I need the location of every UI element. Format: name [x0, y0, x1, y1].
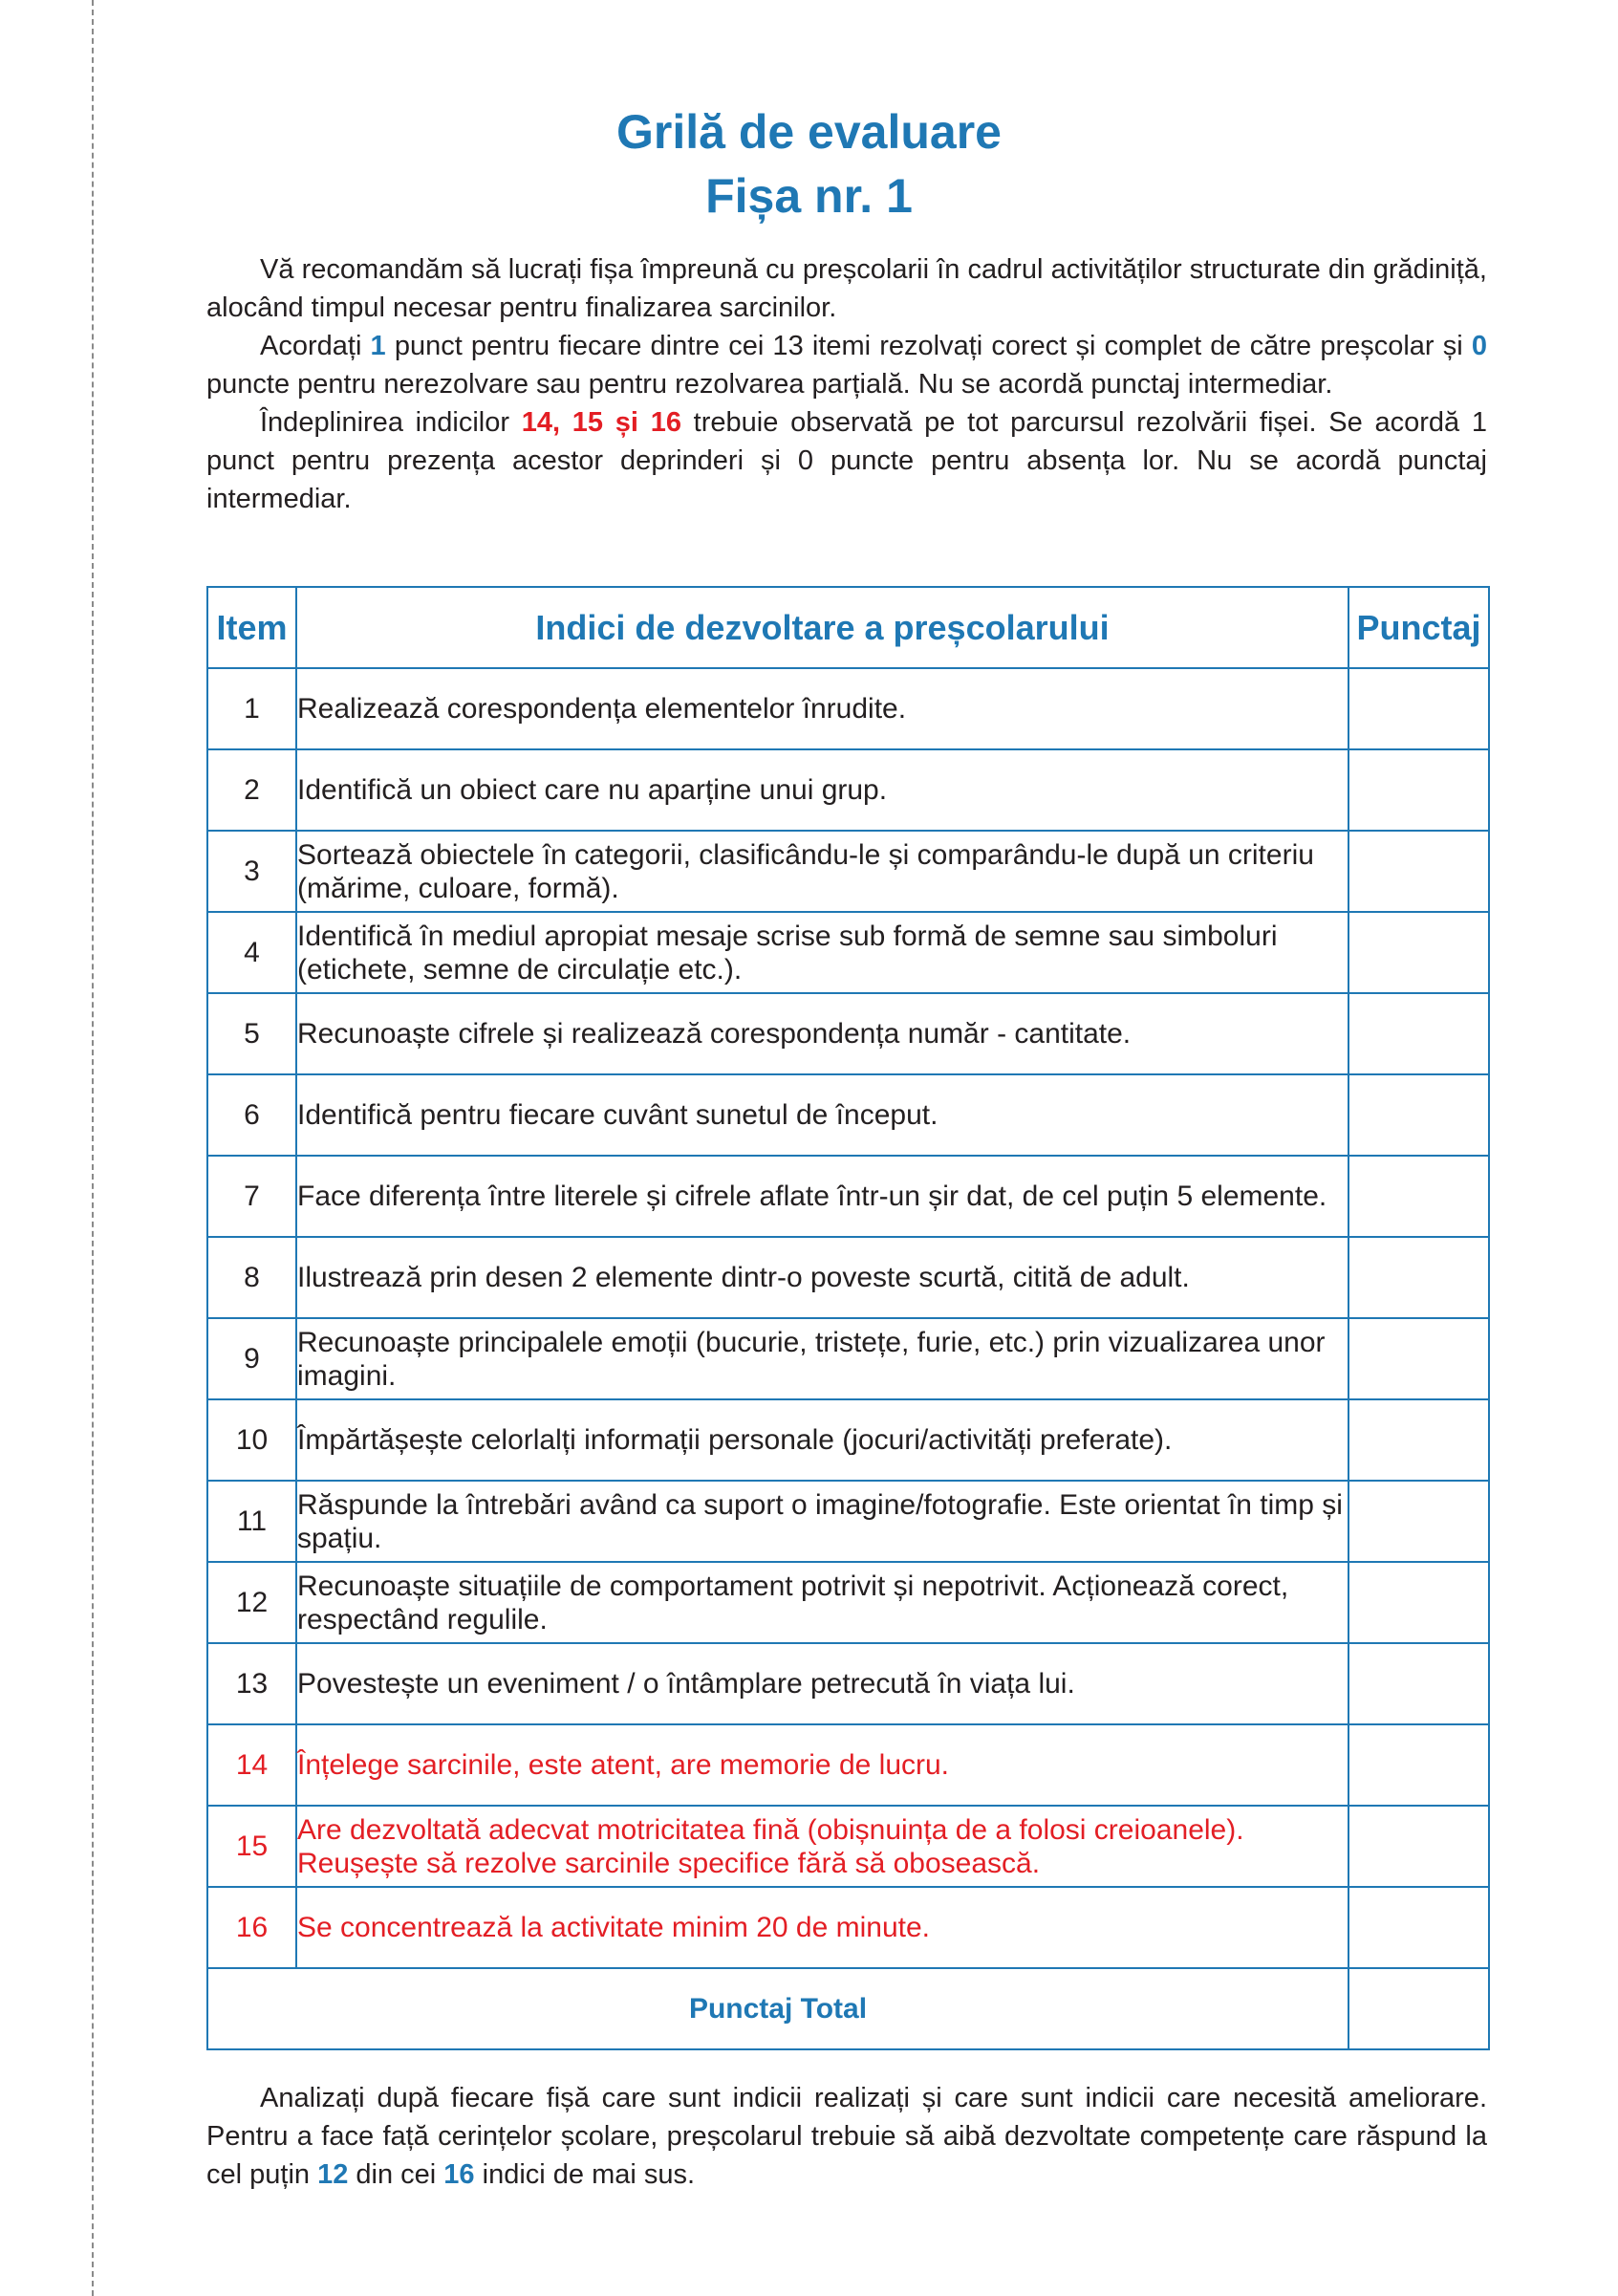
- indicator-text: Sortează obiectele în categorii, clasificându-le și comparându-le după un criteriu (mărime, culoare, formă).: [296, 831, 1348, 912]
- total-score-cell[interactable]: [1348, 1968, 1489, 2049]
- indicator-text: Identifică pentru fiecare cuvânt sunetul de început.: [296, 1074, 1348, 1156]
- item-number: 11: [207, 1481, 296, 1562]
- item-number: 4: [207, 912, 296, 993]
- indicator-text: Recunoaște situațiile de comportament potrivit și nepotrivit. Acționează corect, respectând regulile.: [296, 1562, 1348, 1643]
- observed-items: 14, 15 și 16: [521, 407, 681, 438]
- item-number: 3: [207, 831, 296, 912]
- indicator-text: Identifică un obiect care nu aparține unui grup.: [296, 749, 1348, 831]
- intro-paragraph-2: [206, 327, 1487, 403]
- outro-paragraph: [206, 2079, 1487, 2194]
- score-cell[interactable]: [1348, 1156, 1489, 1237]
- total-row: [207, 1968, 1489, 2049]
- item-number: 10: [207, 1399, 296, 1481]
- indicator-text: Recunoaște principalele emoții (bucurie, tristețe, furie, etc.) prin vizualizarea unor imagini.: [296, 1318, 1348, 1399]
- item-number: 8: [207, 1237, 296, 1318]
- score-cell[interactable]: [1348, 1074, 1489, 1156]
- table-header-row: [207, 587, 1489, 668]
- score-cell[interactable]: [1348, 1806, 1489, 1887]
- item-number: 13: [207, 1643, 296, 1724]
- score-cell[interactable]: [1348, 993, 1489, 1074]
- table-row: [207, 1481, 1489, 1562]
- item-number: 6: [207, 1074, 296, 1156]
- page-subtitle: Fișa nr. 1: [705, 169, 913, 223]
- points-one: 1: [370, 331, 386, 361]
- indicator-text: Identifică în mediul apropiat mesaje scrise sub formă de semne sau simboluri (etichete, semne de circulație etc.).: [296, 912, 1348, 993]
- outro-text-fragment: din cei: [348, 2159, 444, 2190]
- score-cell[interactable]: [1348, 1481, 1489, 1562]
- item-number: 12: [207, 1562, 296, 1643]
- page-title: Grilă de evaluare: [615, 105, 1002, 159]
- table-row: [207, 1318, 1489, 1399]
- cut-line: [92, 0, 94, 2296]
- item-number: 2: [207, 749, 296, 831]
- table-row: [207, 831, 1489, 912]
- score-cell[interactable]: [1348, 1399, 1489, 1481]
- intro-text-fragment: Îndeplinirea indicilor: [260, 407, 522, 438]
- score-cell[interactable]: [1348, 749, 1489, 831]
- header-score: Punctaj: [1348, 587, 1489, 668]
- item-number: 5: [207, 993, 296, 1074]
- item-number: 14: [207, 1724, 296, 1806]
- total-label: Punctaj Total: [207, 1968, 1348, 2049]
- table-row: [207, 1724, 1489, 1806]
- intro-text-fragment: punct pentru fiecare dintre cei 13 itemi rezolvați corect și complet de către preșcolar și: [385, 331, 1472, 361]
- min-indicators-count: 12: [317, 2159, 349, 2190]
- intro-text-fragment: Acordați: [260, 331, 371, 361]
- item-number: 16: [207, 1887, 296, 1968]
- intro-text-fragment: puncte pentru nerezolvare sau pentru rezolvarea parțială. Nu se acordă punctaj intermediar.: [206, 369, 1333, 400]
- indicator-text: Ilustrează prin desen 2 elemente dintr-o poveste scurtă, citită de adult.: [296, 1237, 1348, 1318]
- indicator-text: Face diferența între literele și cifrele aflate într-un șir dat, de cel puțin 5 elemente.: [296, 1156, 1348, 1237]
- outro-text: [206, 2079, 1487, 2194]
- table-row: [207, 668, 1489, 749]
- table-row: [207, 1643, 1489, 1724]
- intro-paragraph-1: Vă recomandăm să lucrați fișa împreună cu preșcolarii în cadrul activităților structurate din grădiniță, alocând timpul necesar pentru finalizarea sarcinilor.: [206, 254, 1487, 323]
- score-cell[interactable]: [1348, 1562, 1489, 1643]
- table-row: [207, 1237, 1489, 1318]
- indicator-text: Înțelege sarcinile, este atent, are memorie de lucru.: [296, 1724, 1348, 1806]
- table-row: [207, 1399, 1489, 1481]
- indicator-text: Realizează corespondența elementelor înrudite.: [296, 668, 1348, 749]
- indicator-text: Povestește un eveniment / o întâmplare petrecută în viața lui.: [296, 1643, 1348, 1724]
- score-cell[interactable]: [1348, 1724, 1489, 1806]
- score-cell[interactable]: [1348, 1318, 1489, 1399]
- table-row: [207, 1562, 1489, 1643]
- header-indicator: Indici de dezvoltare a preșcolarului: [296, 587, 1348, 668]
- table-row: [207, 1074, 1489, 1156]
- outro-text-fragment: indici de mai sus.: [474, 2159, 696, 2190]
- table-row: [207, 993, 1489, 1074]
- indicator-text: Se concentrează la activitate minim 20 de minute.: [296, 1887, 1348, 1968]
- header-item: Item: [207, 587, 296, 668]
- outro-text-fragment: Analizați după fiecare fișă care sunt indicii realizați și care sunt indicii care necesită ameliorare. Pentru a face față cerințelor școlare, preșcolarul trebuie să aibă dezvoltate competențe care răspund la cel puțin: [206, 2083, 1487, 2190]
- item-number: 15: [207, 1806, 296, 1887]
- table-row: [207, 1806, 1489, 1887]
- score-cell[interactable]: [1348, 1237, 1489, 1318]
- score-cell[interactable]: [1348, 831, 1489, 912]
- item-number: 1: [207, 668, 296, 749]
- intro-text: [206, 250, 1487, 518]
- table-row: [207, 749, 1489, 831]
- item-number: 7: [207, 1156, 296, 1237]
- points-zero: 0: [1471, 331, 1487, 361]
- indicator-text: Răspunde la întrebări având ca suport o imagine/fotografie. Este orientat în timp și spațiu.: [296, 1481, 1348, 1562]
- score-cell[interactable]: [1348, 912, 1489, 993]
- indicator-text: Are dezvoltată adecvat motricitatea fină (obișnuința de a folosi creioanele). Reușește să rezolve sarcinile specifice fără să obosească.: [296, 1806, 1348, 1887]
- intro-paragraph-3: [206, 403, 1487, 518]
- table-row: [207, 1887, 1489, 1968]
- evaluation-table: [206, 586, 1490, 2050]
- score-cell[interactable]: [1348, 1887, 1489, 1968]
- indicator-text: Împărtășește celorlalți informații personale (jocuri/activități preferate).: [296, 1399, 1348, 1481]
- item-number: 9: [207, 1318, 296, 1399]
- total-indicators-count: 16: [443, 2159, 475, 2190]
- intro-text-fragment: trebuie observată pe tot parcursul rezolvării fișei. Se acordă 1 punct pentru prezența acestor deprinderi și 0 puncte pentru absența lor. Nu se acordă punctaj intermediar.: [206, 407, 1488, 514]
- table-row: [207, 912, 1489, 993]
- table-row: [207, 1156, 1489, 1237]
- indicator-text: Recunoaște cifrele și realizează corespondența număr - cantitate.: [296, 993, 1348, 1074]
- score-cell[interactable]: [1348, 668, 1489, 749]
- score-cell[interactable]: [1348, 1643, 1489, 1724]
